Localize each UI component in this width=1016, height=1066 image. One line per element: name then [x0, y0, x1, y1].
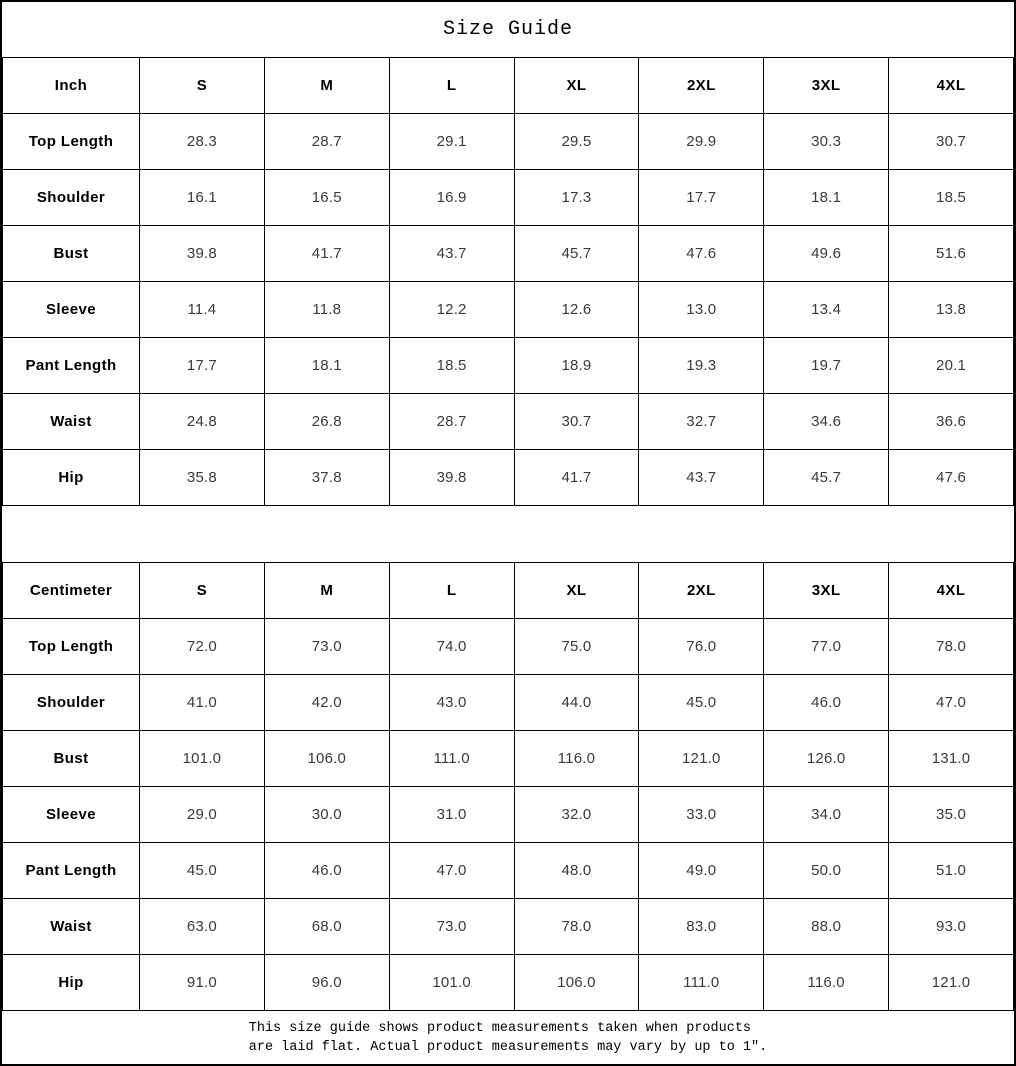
measurement-row: [3, 394, 1014, 450]
measurement-row: [3, 619, 1014, 675]
measurement-row: [3, 170, 1014, 226]
measurement-row: [3, 226, 1014, 282]
measurement-value: 111.0: [389, 731, 514, 787]
measurement-value: 17.7: [639, 170, 764, 226]
measurement-value: 13.8: [889, 282, 1014, 338]
measurement-value: 18.1: [264, 338, 389, 394]
measurement-value: 41.7: [514, 450, 639, 506]
measurement-label: Top Length: [3, 619, 140, 675]
measurement-value: 29.1: [389, 114, 514, 170]
measurement-value: 28.7: [389, 394, 514, 450]
page-title: Size Guide: [442, 18, 574, 41]
inch-size-table: [2, 57, 1014, 506]
measurement-value: 101.0: [140, 731, 265, 787]
centimeter-size-table: [2, 562, 1014, 1011]
measurement-value: 49.6: [764, 226, 889, 282]
measurement-value: 11.4: [140, 282, 265, 338]
unit-label: Centimeter: [3, 563, 140, 619]
footer-note-line1: This size guide shows product measurements taken when products: [248, 1020, 752, 1036]
size-col-header: 4XL: [889, 58, 1014, 114]
measurement-value: 44.0: [514, 675, 639, 731]
measurement-value: 18.5: [389, 338, 514, 394]
measurement-label: Top Length: [3, 114, 140, 170]
measurement-value: 73.0: [264, 619, 389, 675]
measurement-value: 30.0: [264, 787, 389, 843]
size-header-row: [3, 563, 1014, 619]
measurement-label: Pant Length: [3, 338, 140, 394]
measurement-value: 47.0: [889, 675, 1014, 731]
measurement-value: 42.0: [264, 675, 389, 731]
measurement-value: 45.7: [514, 226, 639, 282]
measurement-row: [3, 899, 1014, 955]
measurement-value: 33.0: [639, 787, 764, 843]
measurement-label: Shoulder: [3, 675, 140, 731]
size-header-row: [3, 58, 1014, 114]
measurement-value: 43.0: [389, 675, 514, 731]
footer-note-line2: are laid flat. Actual product measurements may vary by up to 1″.: [248, 1039, 768, 1055]
measurement-value: 30.3: [764, 114, 889, 170]
measurement-value: 74.0: [389, 619, 514, 675]
measurement-value: 46.0: [264, 843, 389, 899]
measurement-value: 18.5: [889, 170, 1014, 226]
measurement-value: 78.0: [514, 899, 639, 955]
unit-label: Inch: [3, 58, 140, 114]
measurement-value: 43.7: [639, 450, 764, 506]
measurement-value: 50.0: [764, 843, 889, 899]
measurement-label: Waist: [3, 899, 140, 955]
size-col-header: 3XL: [764, 58, 889, 114]
measurement-value: 76.0: [639, 619, 764, 675]
measurement-value: 48.0: [514, 843, 639, 899]
measurement-row: [3, 338, 1014, 394]
measurement-value: 17.3: [514, 170, 639, 226]
footer-note: [2, 1011, 1014, 1064]
measurement-value: 51.0: [889, 843, 1014, 899]
measurement-value: 68.0: [264, 899, 389, 955]
measurement-value: 12.6: [514, 282, 639, 338]
size-col-header: L: [389, 58, 514, 114]
footer-note-text: [249, 1019, 767, 1057]
measurement-value: 121.0: [639, 731, 764, 787]
measurement-value: 101.0: [389, 955, 514, 1011]
measurement-value: 63.0: [140, 899, 265, 955]
measurement-value: 30.7: [889, 114, 1014, 170]
measurement-value: 106.0: [514, 955, 639, 1011]
measurement-value: 116.0: [764, 955, 889, 1011]
measurement-value: 93.0: [889, 899, 1014, 955]
size-col-header: 2XL: [639, 563, 764, 619]
measurement-value: 19.3: [639, 338, 764, 394]
measurement-value: 35.8: [140, 450, 265, 506]
size-col-header: XL: [514, 58, 639, 114]
measurement-row: [3, 450, 1014, 506]
measurement-value: 18.1: [764, 170, 889, 226]
measurement-row: [3, 114, 1014, 170]
measurement-value: 51.6: [889, 226, 1014, 282]
measurement-value: 11.8: [264, 282, 389, 338]
measurement-value: 28.7: [264, 114, 389, 170]
measurement-label: Pant Length: [3, 843, 140, 899]
measurement-value: 91.0: [140, 955, 265, 1011]
measurement-value: 28.3: [140, 114, 265, 170]
size-col-header: XL: [514, 563, 639, 619]
measurement-value: 77.0: [764, 619, 889, 675]
measurement-value: 29.9: [639, 114, 764, 170]
table-spacer: [2, 506, 1014, 562]
measurement-value: 116.0: [514, 731, 639, 787]
measurement-row: [3, 787, 1014, 843]
measurement-value: 43.7: [389, 226, 514, 282]
size-col-header: 2XL: [639, 58, 764, 114]
measurement-value: 26.8: [264, 394, 389, 450]
measurement-value: 75.0: [514, 619, 639, 675]
measurement-value: 35.0: [889, 787, 1014, 843]
measurement-label: Hip: [3, 955, 140, 1011]
measurement-value: 106.0: [264, 731, 389, 787]
measurement-value: 131.0: [889, 731, 1014, 787]
measurement-value: 32.7: [639, 394, 764, 450]
measurement-value: 96.0: [264, 955, 389, 1011]
size-col-header: L: [389, 563, 514, 619]
measurement-value: 126.0: [764, 731, 889, 787]
measurement-row: [3, 955, 1014, 1011]
size-col-header: 4XL: [889, 563, 1014, 619]
measurement-value: 16.1: [140, 170, 265, 226]
measurement-label: Sleeve: [3, 282, 140, 338]
measurement-row: [3, 731, 1014, 787]
measurement-row: [3, 843, 1014, 899]
measurement-row: [3, 282, 1014, 338]
measurement-value: 47.0: [389, 843, 514, 899]
measurement-value: 83.0: [639, 899, 764, 955]
measurement-value: 37.8: [264, 450, 389, 506]
measurement-value: 47.6: [889, 450, 1014, 506]
measurement-value: 41.0: [140, 675, 265, 731]
measurement-value: 45.0: [140, 843, 265, 899]
measurement-value: 39.8: [389, 450, 514, 506]
measurement-value: 39.8: [140, 226, 265, 282]
measurement-value: 32.0: [514, 787, 639, 843]
size-col-header: 3XL: [764, 563, 889, 619]
measurement-value: 12.2: [389, 282, 514, 338]
measurement-value: 34.6: [764, 394, 889, 450]
size-col-header: S: [140, 58, 265, 114]
measurement-value: 18.9: [514, 338, 639, 394]
measurement-value: 46.0: [764, 675, 889, 731]
measurement-row: [3, 675, 1014, 731]
measurement-value: 36.6: [889, 394, 1014, 450]
measurement-label: Waist: [3, 394, 140, 450]
measurement-value: 13.0: [639, 282, 764, 338]
size-col-header: M: [264, 58, 389, 114]
measurement-value: 121.0: [889, 955, 1014, 1011]
measurement-value: 78.0: [889, 619, 1014, 675]
measurement-label: Hip: [3, 450, 140, 506]
measurement-value: 29.0: [140, 787, 265, 843]
measurement-value: 30.7: [514, 394, 639, 450]
measurement-value: 73.0: [389, 899, 514, 955]
measurement-label: Bust: [3, 731, 140, 787]
measurement-value: 16.9: [389, 170, 514, 226]
size-col-header: M: [264, 563, 389, 619]
measurement-value: 45.7: [764, 450, 889, 506]
measurement-value: 88.0: [764, 899, 889, 955]
measurement-value: 19.7: [764, 338, 889, 394]
measurement-value: 31.0: [389, 787, 514, 843]
measurement-value: 45.0: [639, 675, 764, 731]
measurement-label: Bust: [3, 226, 140, 282]
measurement-value: 49.0: [639, 843, 764, 899]
measurement-value: 13.4: [764, 282, 889, 338]
size-col-header: S: [140, 563, 265, 619]
measurement-value: 24.8: [140, 394, 265, 450]
measurement-value: 17.7: [140, 338, 265, 394]
measurement-value: 34.0: [764, 787, 889, 843]
measurement-value: 41.7: [264, 226, 389, 282]
measurement-value: 20.1: [889, 338, 1014, 394]
measurement-label: Shoulder: [3, 170, 140, 226]
measurement-value: 47.6: [639, 226, 764, 282]
measurement-label: Sleeve: [3, 787, 140, 843]
measurement-value: 72.0: [140, 619, 265, 675]
measurement-value: 111.0: [639, 955, 764, 1011]
measurement-value: 16.5: [264, 170, 389, 226]
measurement-value: 29.5: [514, 114, 639, 170]
